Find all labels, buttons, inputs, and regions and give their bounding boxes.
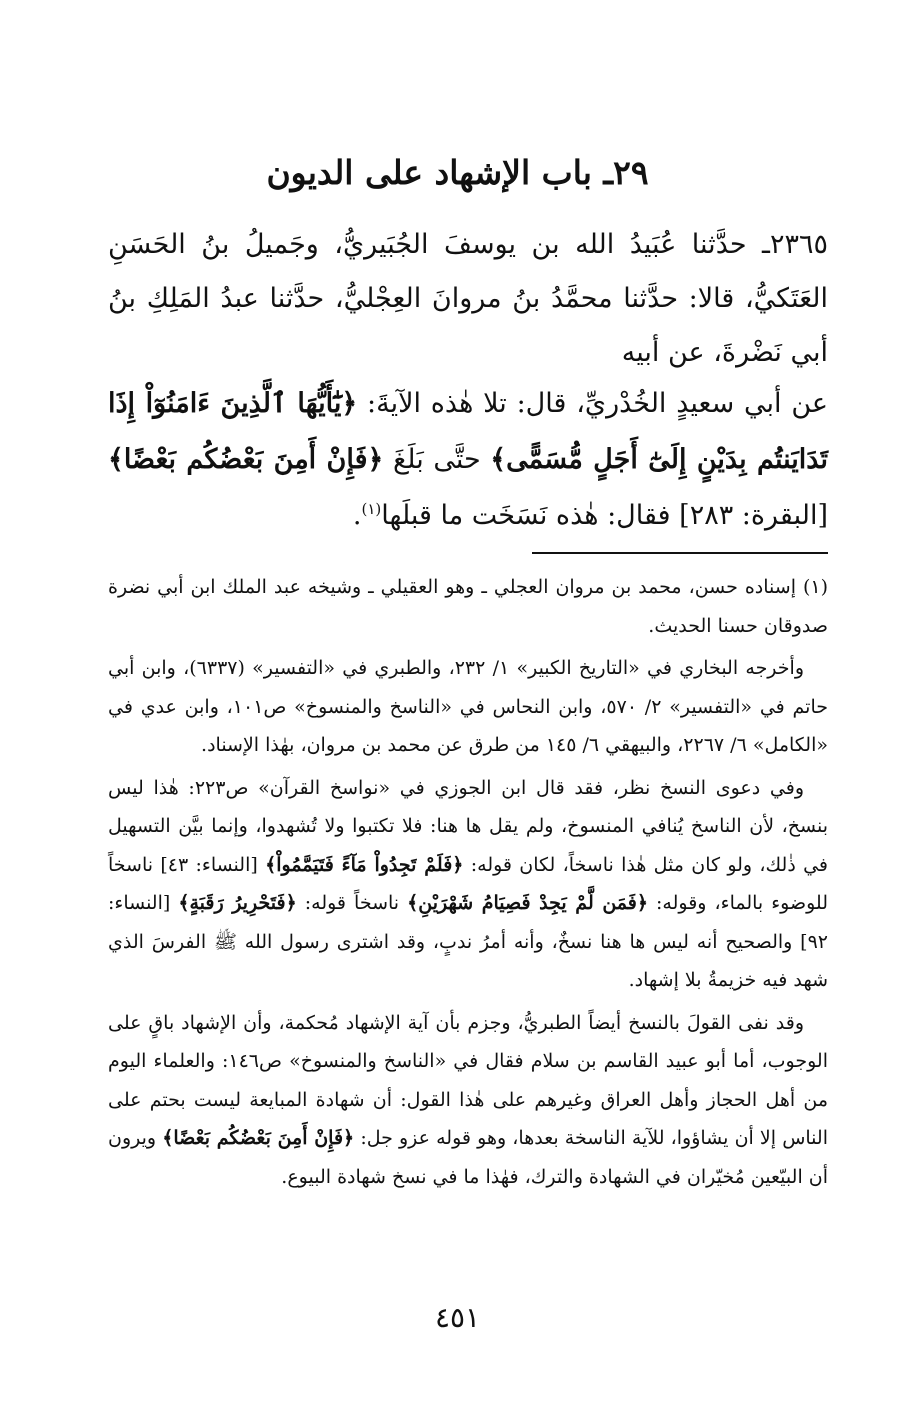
footnote-text: ويرون أن البيّعين مُخيّران في الشهادة والترك، فهٰذا ما في نسخ شهادة البيوع.	[108, 1127, 828, 1188]
quran-verse: ﴿فَتَحْرِيرُ رَقَبَةٍ﴾	[178, 892, 297, 914]
page-number: ٤٥١	[434, 1301, 481, 1334]
footnote-marker: (١)	[361, 500, 382, 518]
matn-intro: عن أبي سعيدٍ الخُدْريِّ، قال: تلا هٰذه الآيةَ:	[367, 388, 828, 419]
footnote-text: وقد نفى القولَ بالنسخ أيضاً الطبريُّ، وجزم بأن آية الإشهاد مُحكمة، وأن الإشهاد باقٍ على الوجوب، أما أبو عبيد القاسم بن سلام فقال في «الناسخ والمنسوخ» ص١٤٦: والعلماء اليوم من أهل الحجاز وأهل العراق وغيرهم على هٰذا القول: أن شهادة المبايعة ليست بحتم على الناس إلا أن يشاؤوا، للآية الناسخة بعدها، وهو قوله عزو جل:	[108, 1011, 828, 1149]
footnote-text: [النساء: ٤٣] ناسخاً للوضوء بالماء، وقوله:	[108, 853, 828, 914]
quran-verse: ﴿فَمَن لَّمْ يَجِدْ فَصِيَامُ شَهْرَيْنِ﴾	[407, 892, 648, 914]
quran-verse: ﴿فَلَمْ تَجِدُواْ مَآءً فَتَيَمَّمُواْ﴾	[265, 853, 464, 876]
hadith-matn	[108, 376, 828, 544]
footnote-text: وفي دعوى النسخ نظر، فقد قال ابن الجوزي في «نواسخ القرآن» ص٢٢٣: هٰذا ليس بنسخ، لأن الناسخ يُنافي المنسوخ، ولم يقل ها هنا: فلا تكتبوا ولا تُشهدوا، وإنما بيَّن التسهيل في ذٰلك، ولو كان مثل هٰذا ناسخاً، لكان قوله:	[108, 776, 828, 876]
footnote-paragraph: وأخرجه البخاري في «التاريخ الكبير» ١/ ٢٣٢، والطبري في «التفسير» (٦٣٣٧)، وابن أبي حاتم في «التفسير» ٢/ ٥٧٠، وابن النحاس في «الناسخ والمنسوخ» ص١٠١، وابن عدي في «الكامل» ٦/ ٢٢٦٧، والبيهقي ٦/ ١٤٥ من طرق عن محمد بن مروان، بهٰذا الإسناد.	[108, 657, 828, 756]
quran-verse: ﴿فَإِنْ أَمِنَ بَعْضُكُم بَعْضًا﴾	[162, 1127, 355, 1149]
hadith-isnad	[108, 218, 828, 380]
footnote-text: ناسخاً قوله:	[304, 892, 400, 914]
quran-verse: ﴿يَٰٓأَيُّهَا ٱلَّذِينَ ءَامَنُوٓاْ إِذَا تَدَايَنتُم بِدَيْنٍ إِلَىٰٓ أَجَلٍ مُّسَمًّى﴾	[108, 388, 828, 475]
footnote-separator	[532, 552, 828, 554]
quran-verse: ﴿فَإِنْ أَمِنَ بَعْضُكُم بَعْضًا﴾	[108, 444, 384, 475]
matn-paragraph	[108, 376, 828, 544]
chapter-title: ٢٩ـ باب الإشهاد على الديون	[266, 153, 649, 192]
footnote-paragraph	[108, 769, 828, 1000]
matn-end: [البقرة: ٢٨٣] فقال: هٰذه نَسَخَت ما قبلَها	[381, 500, 828, 531]
matn-mid: حتَّى بَلَغَ	[392, 444, 481, 475]
footnote-text: [النساء: ٩٢] والصحيح أنه ليس ها هنا نسخٌ، وأنه أمرُ ندبٍ، وقد اشترى رسول الله ﷺ الفرسَ الذي شهد فيه خزيمةُ بلا إشهاد.	[108, 892, 828, 991]
footnote-paragraph	[108, 1004, 828, 1197]
footnotes	[108, 568, 828, 1200]
matn-tail: .	[352, 500, 362, 531]
footnote-paragraph: (١) إسناده حسن، محمد بن مروان العجلي ـ وهو العقيلي ـ وشيخه عبد الملك ابن أبي نضرة صدوقان حسنا الحديث.	[108, 576, 828, 637]
isnad-text: ٢٣٦٥ـ حدَّثنا عُبَيدُ الله بن يوسفَ الجُبَيريُّ، وجَميلُ بنُ الحَسَنِ العَتَكيُّ، قالا: حدَّثنا محمَّدُ بنُ مروانَ العِجْليُّ، حدَّثنا عبدُ المَلِكِ بنُ أبي نَضْرةَ، عن أبيه	[108, 229, 828, 368]
